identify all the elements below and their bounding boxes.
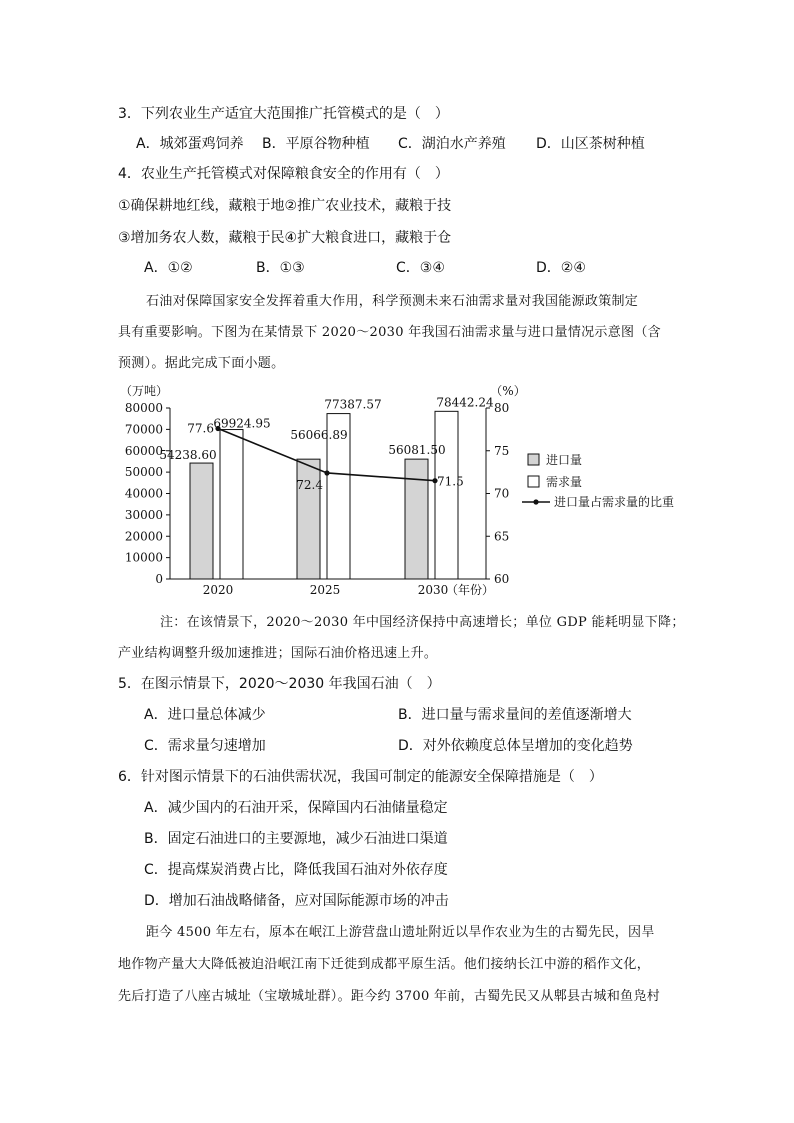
x-tick-label: 2020 [202,583,234,597]
passage2-line2: 地作物产量大大降低被迫沿岷江南下迁徙到成都平原生活。他们接纳长江中游的稻作文化， [118,957,651,972]
ratio-value-label: 72.4 [296,477,323,492]
demand-value-label: 78442.24 [436,395,494,410]
demand-value-label: 69924.95 [213,416,271,431]
q5-option-c: C．需求量匀速增加 [144,738,266,754]
import-value-label: 56066.89 [290,428,348,443]
left-tick-label: 70000 [124,422,163,437]
legend-swatch-demand [528,476,539,487]
legend-point-ratio [533,499,538,504]
q3-option-b: B．平原谷物种植 [262,136,370,152]
passage2-line3: 先后打造了八座古城址（宝墩城址群）。距今约 3700 年前，古蜀先民又从郫县古城和鱼凫村 [118,989,661,1004]
left-tick-label: 10000 [124,550,163,565]
left-tick-label: 30000 [124,507,163,522]
q5-stem: 5．在图示情景下，2020～2030 年我国石油（ ） [118,676,441,692]
q4-option-b: B．①③ [256,260,305,276]
demand-value-label: 77387.57 [324,397,382,412]
passage2-line1: 距今 4500 年左右，原本在岷江上游营盘山遗址附近以旱作农业为生的古蜀先民，因旱 [146,925,655,940]
q4-option-c: C．③④ [396,260,445,276]
q5-option-a: A．进口量总体减少 [144,707,266,723]
q6-stem: 6．针对图示情景下的石油供需状况，我国可制定的能源安全保障措施是（ ） [118,769,603,785]
q5-option-d: D．对外依赖度总体呈增加的变化趋势 [398,738,633,754]
legend-swatch-import [528,454,539,465]
x-axis-unit: （年份） [445,583,495,597]
ratio-point [324,470,329,475]
left-tick-label: 40000 [124,486,163,501]
q6-option-a: A．减少国内的石油开采，保障国内石油储量稳定 [144,800,448,816]
note-line2: 产业结构调整升级加速推进；国际石油价格迅速上升。 [118,646,438,661]
bar-import [190,463,213,579]
right-tick-label: 75 [494,443,510,458]
ratio-value-label: 77.6 [187,421,214,436]
right-tick-label: 65 [494,529,510,544]
q4-items-line1: ①确保耕地红线，藏粮于地②推广农业技术，藏粮于技 [118,198,452,214]
bar-import [405,459,428,579]
q4-option-a: A．①② [144,260,193,276]
left-tick-label: 0 [155,572,163,586]
bar-demand [435,411,458,579]
bar-demand [220,430,243,579]
passage1-line2: 具有重要影响。下图为在某情景下 2020～2030 年我国石油需求量与进口量情况示意图（含 [118,325,661,340]
x-tick-label: 2030 [417,583,449,597]
import-value-label: 54238.60 [159,448,217,463]
q3-option-d: D．山区茶树种植 [536,136,645,152]
left-axis-unit: （万吨） [119,384,168,398]
legend-label-import: 进口量 [546,453,583,467]
left-tick-label: 80000 [124,401,163,415]
q3-stem: 3．下列农业生产适宜大范围推广托管模式的是（ ） [118,106,449,122]
right-tick-label: 80 [494,401,510,415]
q6-option-d: D．增加石油战略储备，应对国际能源市场的冲击 [144,893,449,909]
right-tick-label: 60 [494,572,510,586]
left-tick-label: 60000 [124,443,163,458]
right-axis-unit: （%） [490,384,526,398]
q4-stem: 4．农业生产托管模式对保障粮食安全的作用有（ ） [118,166,449,182]
q5-option-b: B．进口量与需求量间的差值逐渐增大 [398,707,632,723]
q4-items-line2: ③增加务农人数，藏粮于民④扩大粮食进口，藏粮于仓 [118,230,452,246]
import-value-label: 56081.50 [388,443,446,458]
x-tick-label: 2025 [309,583,341,597]
passage1-line3: 预测）。据此完成下面小题。 [118,356,285,371]
left-tick-label: 50000 [124,465,163,480]
q6-option-b: B．固定石油进口的主要源地，减少石油进口渠道 [144,831,448,847]
note-line1: 注：在该情景下，2020～2030 年中国经济保持中高速增长；单位 GDP 能耗明显下降； [160,615,685,630]
ratio-value-label: 71.5 [437,474,464,489]
q3-option-a: A．城郊蛋鸡饲养 [136,136,244,152]
legend-label-demand: 需求量 [546,475,583,489]
oil-chart [118,380,688,600]
legend-label-ratio: 进口量占需求量的比重 [554,495,675,509]
q6-option-c: C．提高煤炭消费占比，降低我国石油对外依存度 [144,862,448,878]
q4-option-d: D．②④ [536,260,586,276]
left-tick-label: 20000 [124,529,163,544]
q3-option-c: C．湖泊水产养殖 [398,136,506,152]
right-tick-label: 70 [494,486,510,501]
passage1-line1: 石油对保障国家安全发挥着重大作用，科学预测未来石油需求量对我国能源政策制定 [146,294,639,309]
